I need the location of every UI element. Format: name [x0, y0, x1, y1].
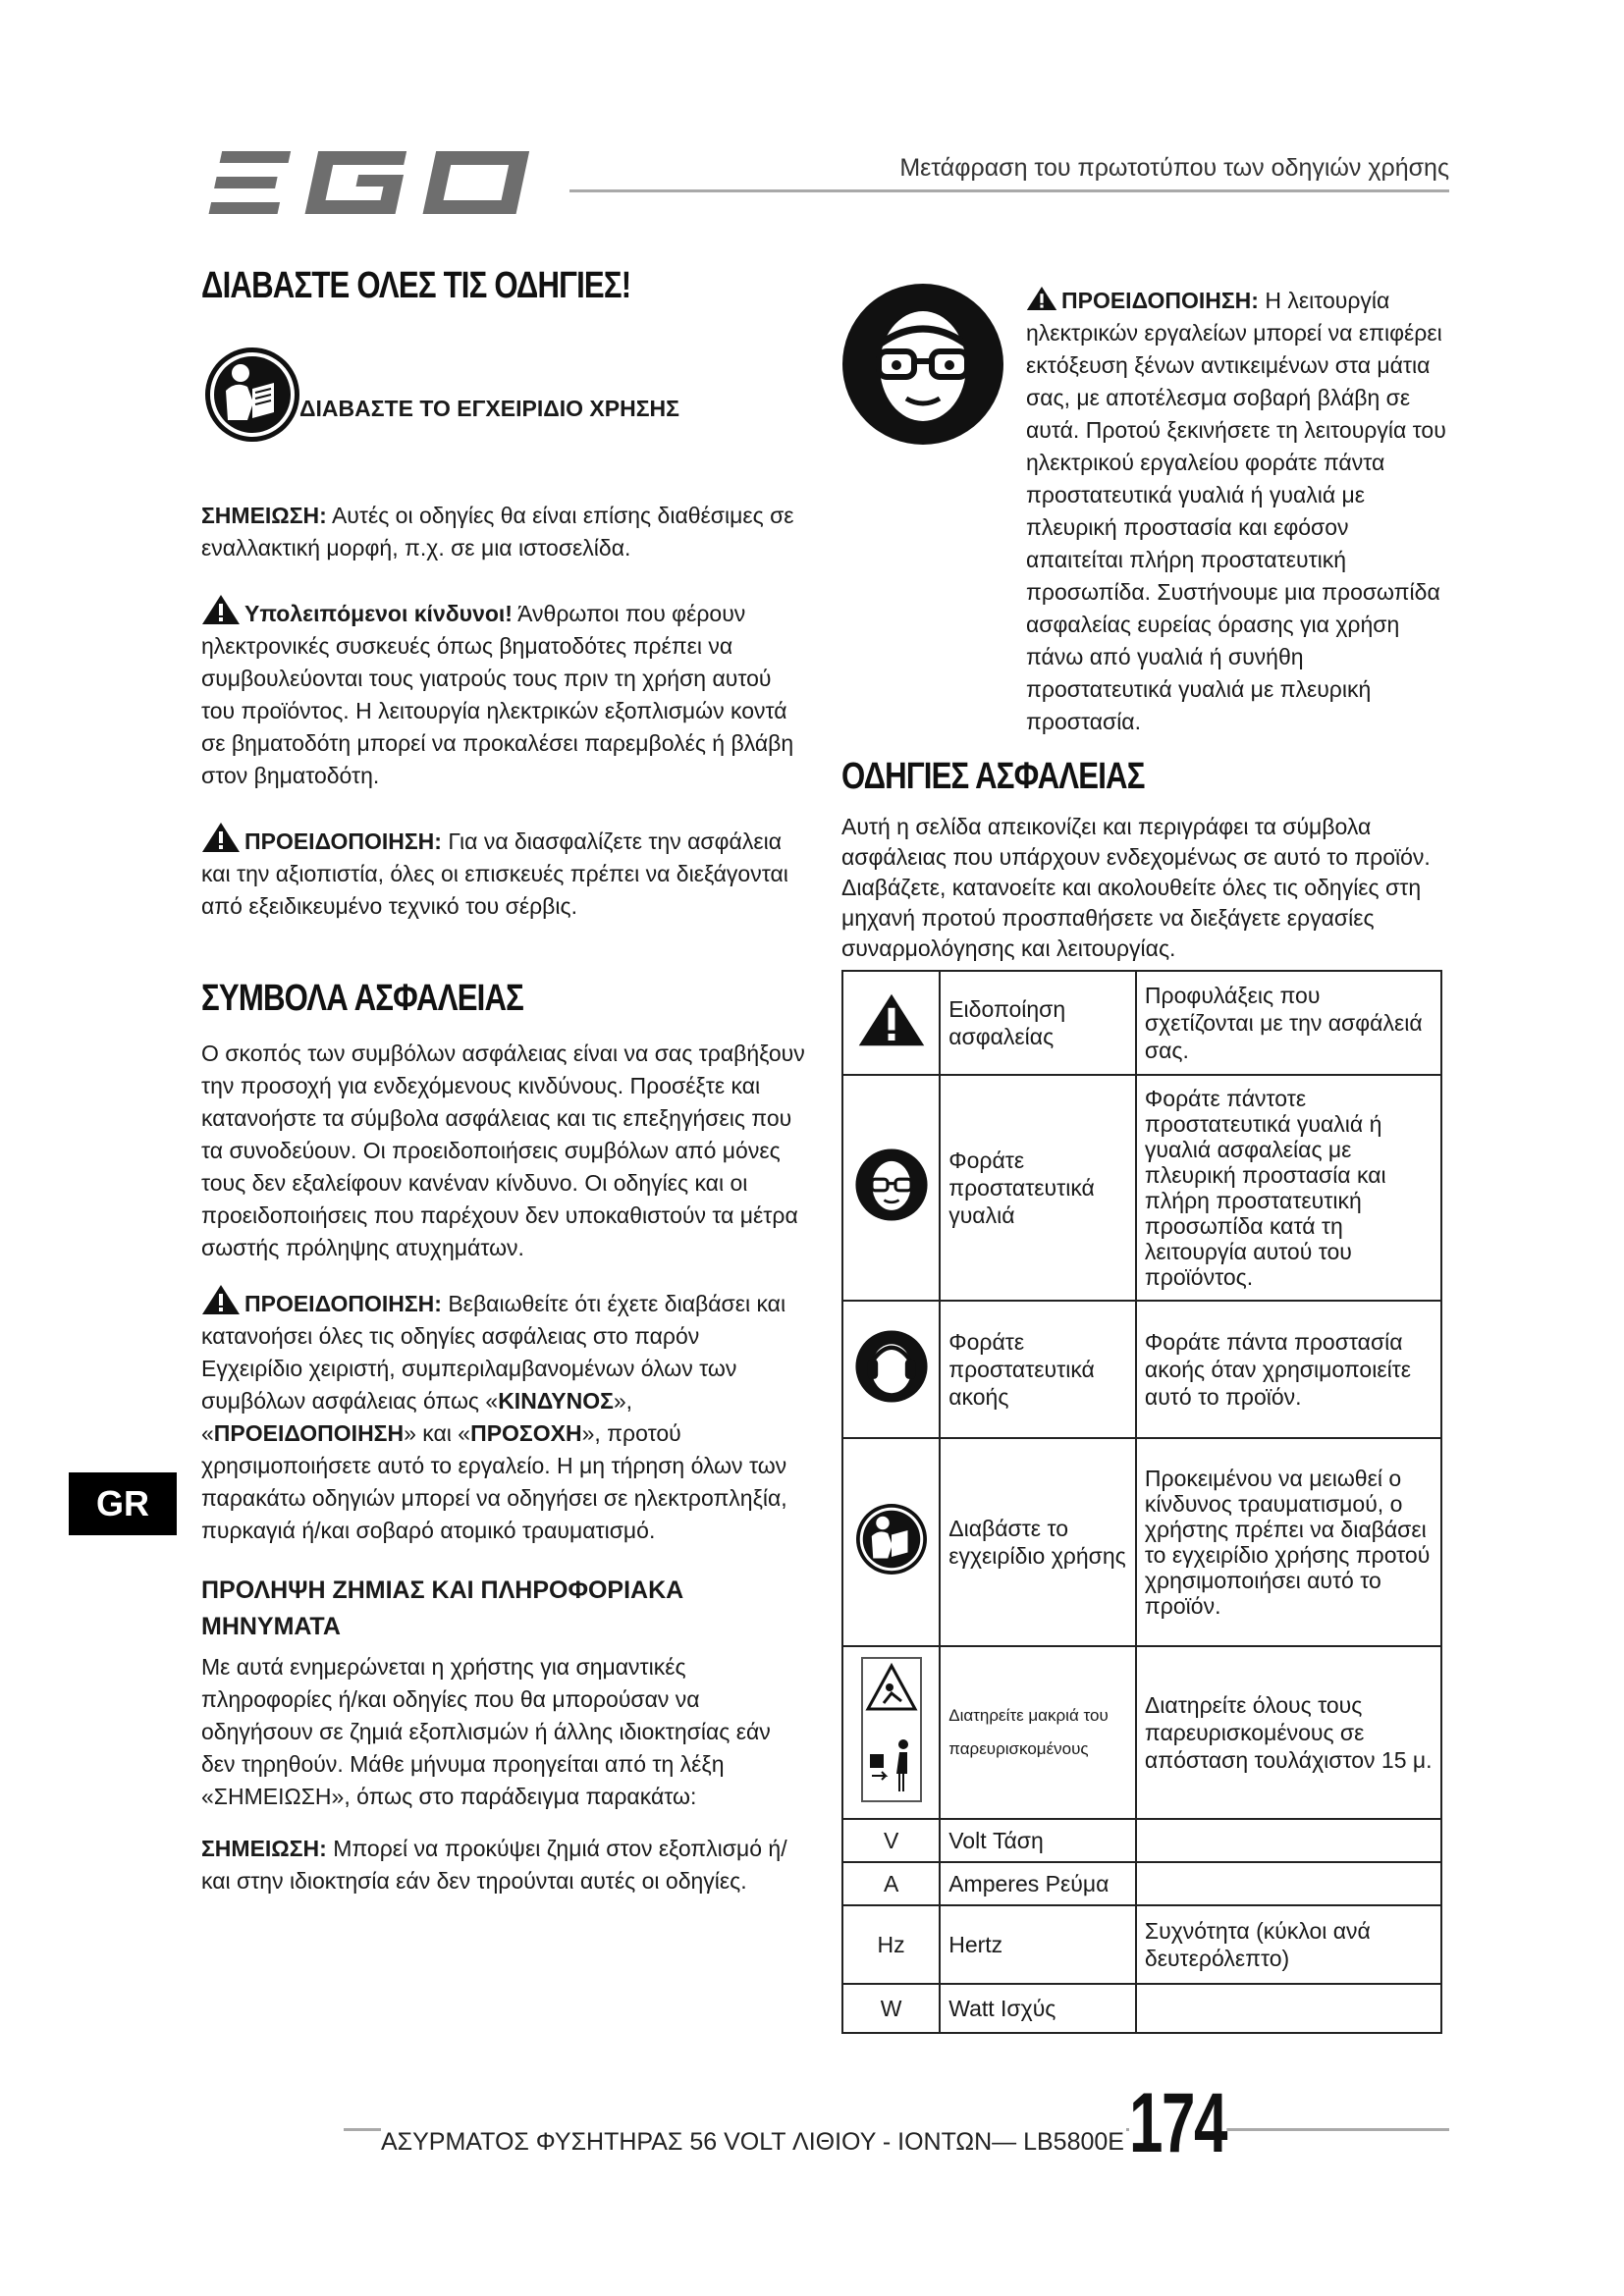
symbol-desc: Διατηρείτε όλους τους παρευρισκομένους σε απόσταση τουλάχιστον 15 μ.	[1136, 1646, 1441, 1819]
keep-bystanders-away-icon	[860, 1656, 923, 1803]
symbol-desc: Συχνότητα (κύκλοι ανά δευτερόλεπτο)	[1136, 1905, 1441, 1984]
symbol-cell: V	[842, 1819, 940, 1862]
warning-triangle-icon	[857, 989, 926, 1050]
symbol-name: Διαβάστε το εγχειρίδιο χρήσης	[940, 1438, 1136, 1646]
symbol-cell	[842, 1438, 940, 1646]
symbol-cell: Hz	[842, 1905, 940, 1984]
page-number: 174	[1129, 2076, 1226, 2170]
title-safety-symbols: ΣΥΜΒΟΛΑ ΑΣΦΑΛΕΙΑΣ	[201, 978, 524, 1019]
symbol-desc: Προκειμένου να μειωθεί ο κίνδυνος τραυματισμού, ο χρήστης πρέπει να διαβάσει το εγχειρίδιο χρήσης προτού χρησιμοποιήσει αυτό το προϊόν.	[1136, 1438, 1441, 1646]
symbol-cell	[842, 971, 940, 1075]
warning-triangle-icon	[201, 822, 241, 853]
warning-read-all-paragraph: ΠΡΟΕΙΔΟΠΟΙΗΣΗ: Βεβαιωθείτε ότι έχετε διαβάσει και κατανοήσει όλες τις οδηγίες ασφάλειας στο παρόν Εγχειρίδιο χειριστή, συμπεριλαμβανομένων όλων των συμβόλων ασφάλειας όπως «ΚΙΝΔΥΝΟΣ», «ΠΡΟΕΙΔΟΠΟΙΗΣΗ» και «ΠΡΟΣΟΧΗ», προτού χρησιμοποιήσετε αυτό το εργαλείο. Η μη τήρηση όλων των παρακάτω οδηγιών μπορεί να οδηγήσει σε ηλεκτροπληξία, πυρκαγιά ή/και σοβαρό ατομικό τραυματισμό.	[201, 1284, 805, 1547]
symbol-name: Διατηρείτε μακριά του παρευρισκομένους	[940, 1646, 1136, 1819]
symbol-desc: Φοράτε πάντα προστασία ακοής όταν χρησιμοποιείτε αυτό το προϊόν.	[1136, 1301, 1441, 1438]
language-tab: GR	[69, 1472, 177, 1535]
symbol-name: Φοράτε προστατευτικά γυαλιά	[940, 1075, 1136, 1301]
symbol-desc: Προφυλάξεις που σχετίζονται με την ασφάλειά σας.	[1136, 971, 1441, 1075]
warning-triangle-icon	[201, 594, 241, 625]
table-row	[842, 1438, 1441, 1646]
symbol-cell	[842, 1301, 940, 1438]
symbols-paragraph: Ο σκοπός των συμβόλων ασφάλειας είναι να σας τραβήξουν την προσοχή για ενδεχόμενους κινδύνους. Προσέξτε και κατανοήστε τα σύμβολα ασφάλειας και τις επεξηγήσεις που τα συνοδεύουν. Οι προειδοποιήσεις συμβόλων από μόνες τους δεν εξαλείφουν κανέναν κίνδυνο. Οι οδηγίες και οι προειδοποιήσεις που παρέχουν δεν υποκαθιστούν τα μέτρα σωστής πρόληψης ατυχημάτων.	[201, 1041, 805, 1260]
symbol-name: Ειδοποίηση ασφαλείας	[940, 971, 1136, 1075]
symbol-name: Watt Ισχύς	[940, 1984, 1136, 2033]
table-row	[842, 1862, 1441, 1905]
table-row	[842, 1646, 1441, 1819]
safety-instructions-paragraph: Αυτή η σελίδα απεικονίζει και περιγράφει τα σύμβολα ασφάλειας που υπάρχουν ενδεχομένως σε αυτό το προϊόν. Διαβάζετε, κατανοείτε και ακολουθείτε όλες τις οδηγίες στη μηχανή προτού προσπαθήσετε να διεξάγετε εργασίες συναρμολόγησης και λειτουργίας.	[841, 814, 1431, 961]
symbol-cell	[842, 1646, 940, 1819]
read-manual-icon	[853, 1501, 930, 1577]
safety-instructions-block	[841, 756, 1450, 964]
read-manual-row	[201, 341, 805, 449]
safety-symbols-table	[841, 970, 1442, 2034]
table-row	[842, 1819, 1441, 1862]
warning-repairs-paragraph: ΠΡΟΕΙΔΟΠΟΙΗΣΗ: Για να διασφαλίζετε την ασφάλεια και την αξιοπιστία, όλες οι επισκευές πρέπει να διεξάγονται από εξειδικευμένο τεχνικό του σέρβις.	[201, 822, 805, 923]
symbol-cell: A	[842, 1862, 940, 1905]
damage-paragraph: Με αυτά ενημερώνεται η χρήστης για σημαντικές πληροφορίες ή/και οδηγίες που θα μπορούσαν να οδηγήσουν σε ζημιά εξοπλισμών ή άλλης ιδιοκτησίας εάν δεν τηρηθούν. Μάθε μήνυμα προηγείται από τη λέξη «ΣΗΜΕΙΩΣΗ», όπως στο παράδειγμα παρακάτω:	[201, 1654, 771, 1809]
subtitle-damage-prevention: ΠΡΟΛΗΨΗ ΖΗΜΙΑΣ ΚΑΙ ΠΛΗΡΟΦΟΡΙΑΚΑ ΜΗΝΥΜΑΤΑ	[201, 1576, 684, 1640]
left-column	[201, 265, 805, 1897]
table-row	[842, 1301, 1441, 1438]
warning-triangle-icon	[1026, 285, 1057, 312]
symbol-name: Volt Τάση	[940, 1819, 1136, 1862]
read-manual-icon	[201, 344, 303, 446]
translation-note: Μετάφραση του πρωτοτύπου των οδηγιών χρήσης	[899, 154, 1449, 182]
eye-warning-paragraph: ΠΡΟΕΙΔΟΠΟΙΗΣΗ: Η λειτουργία ηλεκτρικών εργαλείων μπορεί να επιφέρει εκτόξευση ξένων αντικειμένων στα μάτια σας, με αποτέλεσμα σοβαρή βλάβη σε αυτά. Προτού ξεκινήσετε τη λειτουργία του ηλεκτρικού εργαλείου φοράτε πάντα προστατευτικά γυαλιά ή γυαλιά με πλευρική προστασία και εφόσον απαιτείται πλήρη προστατευτική προσωπίδα. Συστήνουμε μια προσωπίδα ασφαλείας ευρείας όρασης για χρήση πάνω από γυαλιά ή συνήθη προστατευτικά γυαλιά με πλευρική προστασία.	[1026, 285, 1448, 738]
symbol-name: Hertz	[940, 1905, 1136, 1984]
header-divider	[569, 189, 1449, 192]
table-row	[842, 971, 1441, 1075]
brand-text: EGO	[201, 147, 204, 148]
note-alternative-format: ΣΗΜΕΙΩΣΗ: Αυτές οι οδηγίες θα είναι επίσης διαθέσιμες σε εναλλακτική μορφή, π.χ. σε μια ιστοσελίδα.	[201, 503, 794, 561]
warning-triangle-icon	[201, 1284, 241, 1315]
title-read-all: ΔΙΑΒΑΣΤΕ ΟΛΕΣ ΤΙΣ ΟΔΗΓΙΕΣ!	[201, 265, 631, 306]
eye-warning-block	[1026, 285, 1448, 738]
symbol-desc: Φοράτε πάντοτε προστατευτικά γυαλιά ή γυαλιά ασφαλείας με πλευρική προστασία και πλήρη προστατευτική προσωπίδα κατά τη λειτουργία αυτού του προϊόντος.	[1136, 1075, 1441, 1301]
symbol-name: Φοράτε προστατευτικά ακοής	[940, 1301, 1136, 1438]
ear-protection-icon	[855, 1330, 928, 1403]
symbol-desc	[1136, 1819, 1441, 1862]
ego-logo	[201, 147, 540, 230]
title-safety-instructions: ΟΔΗΓΙΕΣ ΑΣΦΑΛΕΙΑΣ	[841, 756, 1145, 797]
table-row	[842, 1984, 1441, 2033]
read-manual-label: ΔΙΑΒΑΣΤΕ ΤΟ ΕΓΧΕΙΡΙΔΙΟ ΧΡΗΣΗΣ	[299, 395, 679, 421]
note-damage-paragraph: ΣΗΜΕΙΩΣΗ: Μπορεί να προκύψει ζημιά στον εξοπλισμό ή/και στην ιδιοκτησία εάν δεν τηρούνται αυτές οι οδηγίες.	[201, 1836, 787, 1894]
table-row	[842, 1905, 1441, 1984]
symbol-cell	[842, 1075, 940, 1301]
residual-risks-paragraph: Υπολειπόμενοι κίνδυνοι! Άνθρωποι που φέρουν ηλεκτρονικές συσκευές όπως βηματοδότες πρέπει να συμβουλεύονται τους γιατρούς τους πριν τη χρήση αυτού του προϊόντος. Η λειτουργία ηλεκτρικών εξοπλισμών κοντά σε βηματοδότη μπορεί να προκαλέσει παρεμβολές ή βλάβη στον βηματοδότη.	[201, 594, 805, 792]
table-row	[842, 1075, 1441, 1301]
symbol-cell: W	[842, 1984, 940, 2033]
safety-glasses-icon	[855, 1148, 928, 1221]
symbol-desc	[1136, 1984, 1441, 2033]
symbol-desc	[1136, 1862, 1441, 1905]
symbol-name: Amperes Ρεύμα	[940, 1862, 1136, 1905]
safety-glasses-icon	[841, 283, 1004, 446]
footer-product: ΑΣΥΡΜΑΤΟΣ ΦΥΣΗΤΗΡΑΣ 56 VOLT ΛΙΘΙΟΥ - ΙΟΝΤΩΝ— LB5800E	[381, 2128, 1124, 2156]
